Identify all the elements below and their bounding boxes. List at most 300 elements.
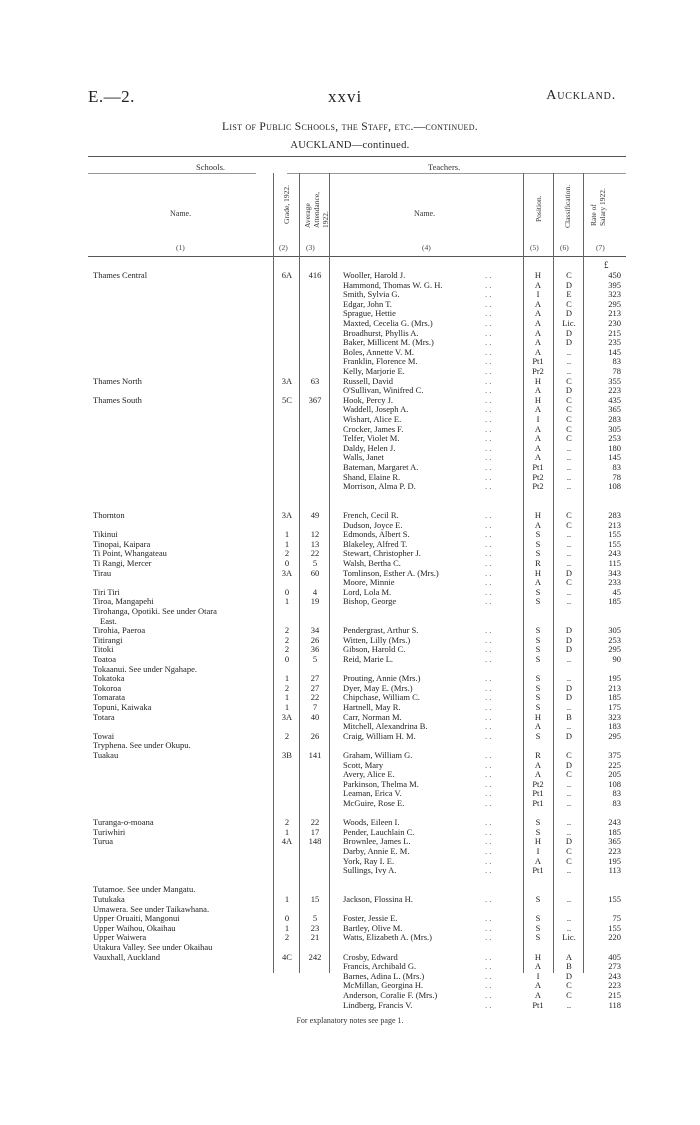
teacher-salary: 155: [608, 894, 621, 904]
leader-dots: . .: [485, 750, 492, 760]
school-name: Tokaanui. See under Ngahape.: [93, 663, 197, 674]
school-name: Titirangi: [93, 634, 123, 645]
teacher-position: A: [534, 308, 542, 319]
leader-dots: . .: [485, 644, 492, 655]
teacher-classification: E: [566, 289, 572, 300]
teacher-name: Jackson, Flossina H.: [343, 894, 413, 904]
teacher-name: French, Cecil R.: [343, 510, 399, 520]
teacher-position: Pt1: [532, 462, 544, 472]
leader-dots: . .: [485, 625, 492, 636]
teacher-name: Morrison, Alma P. D.: [343, 481, 416, 492]
leader-dots: . .: [485, 433, 492, 444]
school-grade: 0: [284, 654, 290, 664]
schools-group-header: Schools.: [196, 162, 226, 172]
teacher-name: Daldy, Helen J.: [343, 442, 396, 453]
teacher-classification: D: [565, 730, 573, 741]
school-name: Tokoroa: [93, 682, 122, 693]
teacher-salary: 343: [608, 567, 621, 578]
leader-dots: . .: [485, 375, 492, 386]
school-grade: 3A: [281, 711, 293, 722]
teacher-position: Pt1: [532, 356, 544, 367]
school-name: Tinopai, Kaipara: [93, 538, 151, 549]
school-grade: 4C: [282, 951, 292, 962]
school-name: East.: [100, 615, 117, 626]
teacher-name: Mitchell, Alexandrina B.: [343, 721, 428, 732]
teacher-position: A: [534, 385, 542, 396]
teacher-salary: 273: [608, 961, 621, 972]
teacher-salary: 195: [608, 855, 621, 866]
school-attendance: 17: [310, 826, 320, 837]
teacher-salary: 220: [608, 932, 621, 943]
teacher-salary: 223: [608, 385, 621, 396]
teacher-name: Edmonds, Albert S.: [343, 529, 410, 540]
teacher-position: I: [536, 289, 540, 300]
teacher-salary: 83: [612, 798, 621, 808]
school-attendance: 40: [310, 711, 320, 722]
school-attendance: 12: [310, 529, 320, 540]
leader-dots: . .: [485, 394, 492, 405]
table-top-rule: [88, 156, 626, 157]
teacher-name: Maxted, Cecelia G. (Mrs.): [343, 318, 433, 328]
school-attendance: 416: [308, 270, 322, 280]
teacher-classification: ..: [566, 721, 572, 732]
school-attendance: 23: [310, 922, 320, 933]
teacher-classification: ..: [566, 798, 572, 808]
teacher-classification: ..: [566, 529, 572, 540]
teacher-classification: ..: [566, 538, 572, 549]
teacher-name: O'Sullivan, Winifred C.: [343, 385, 424, 396]
leader-dots: . .: [485, 414, 492, 424]
leader-dots: . .: [485, 298, 492, 309]
teacher-position: H: [534, 270, 542, 280]
school-name: Upper Waihou, Okaihau: [93, 922, 176, 933]
school-name: Tirohanga, Opotiki. See under Otara: [93, 606, 217, 616]
school-attendance: 13: [310, 538, 320, 549]
teacher-salary: 145: [608, 452, 621, 463]
leader-dots: . .: [485, 654, 492, 664]
teacher-name: Barnes, Adina L. (Mrs.): [343, 970, 425, 981]
teacher-classification: D: [565, 692, 573, 703]
leader-dots: . .: [485, 961, 492, 972]
leader-dots: . .: [485, 567, 492, 578]
school-name: Utakura Valley. See under Okaihau: [93, 942, 213, 952]
leader-dots: . .: [485, 586, 492, 597]
leader-dots: . .: [485, 788, 492, 799]
teacher-classification: C: [566, 414, 572, 424]
column-divider-classification: [553, 173, 554, 973]
leader-dots: . .: [485, 846, 492, 856]
teacher-name: Waddell, Joseph A.: [343, 404, 409, 415]
teacher-position: I: [536, 846, 540, 856]
leader-dots: . .: [485, 702, 492, 712]
teacher-salary: 233: [608, 577, 621, 588]
teacher-salary: 225: [608, 759, 621, 770]
teacher-position: A: [534, 318, 542, 328]
teacher-classification: C: [566, 298, 572, 309]
school-attendance: 5: [312, 558, 318, 568]
teacher-position: A: [534, 423, 542, 434]
teacher-classification: ..: [566, 913, 572, 924]
teacher-position: Pt1: [532, 999, 544, 1010]
teacher-salary: 435: [608, 394, 621, 405]
teacher-salary: 115: [608, 558, 621, 568]
leader-dots: . .: [485, 519, 492, 530]
school-name: Vauxhall, Auckland: [93, 951, 161, 962]
school-grade: 2: [284, 548, 290, 559]
teacher-salary: 75: [612, 913, 621, 924]
leader-dots: . .: [485, 356, 492, 367]
teacher-position: H: [534, 951, 542, 962]
column-divider-position: [523, 173, 524, 973]
teacher-classification: B: [566, 711, 572, 722]
teacher-name: Francis, Archibald G.: [343, 961, 417, 972]
teacher-salary: 78: [612, 471, 621, 482]
school-attendance: 4: [312, 586, 318, 597]
teacher-position: H: [534, 836, 542, 847]
teacher-classification: ..: [566, 702, 572, 712]
teacher-name: Foster, Jessie E.: [343, 913, 398, 924]
school-name: Titoki: [93, 644, 114, 655]
teacher-salary: 83: [612, 788, 621, 799]
schools-group-rule-left: [88, 173, 256, 174]
teacher-classification: C: [566, 980, 572, 991]
teacher-classification: ..: [566, 356, 572, 367]
column-number-6: (6): [560, 243, 569, 252]
teacher-classification: C: [566, 423, 572, 434]
teacher-position: A: [534, 327, 542, 338]
teacher-name: Leaman, Erica V.: [343, 788, 402, 799]
column-header-classification: Classification.: [563, 184, 572, 228]
leader-dots: . .: [485, 913, 492, 924]
header-bottom-rule: [88, 256, 626, 257]
leader-dots: . .: [485, 894, 492, 904]
teacher-name: Smith, Sylvia G.: [343, 289, 400, 300]
teacher-salary: 253: [608, 433, 621, 444]
teacher-position: A: [534, 404, 542, 415]
teacher-position: A: [534, 855, 542, 866]
teacher-salary: 155: [608, 538, 621, 549]
teacher-salary: 108: [608, 481, 621, 492]
teacher-classification: ..: [566, 346, 572, 357]
leader-dots: . .: [485, 558, 492, 568]
teacher-position: A: [534, 279, 542, 290]
school-name: Tutamoe. See under Mangatu.: [93, 884, 196, 895]
teacher-salary: 185: [608, 826, 621, 837]
teacher-classification: ..: [566, 778, 572, 789]
teacher-salary: 355: [608, 375, 621, 386]
school-grade: 1: [284, 826, 290, 837]
teacher-position: A: [534, 990, 542, 1000]
teacher-classification: C: [566, 394, 572, 405]
teacher-classification: B: [566, 961, 572, 972]
leader-dots: . .: [485, 471, 492, 482]
teacher-position: S: [535, 596, 541, 607]
leader-dots: . .: [485, 711, 492, 722]
teacher-name: Edgar, John T.: [343, 298, 392, 309]
school-attendance: 27: [310, 673, 320, 684]
teacher-classification: D: [565, 385, 573, 396]
school-name: Turua: [93, 836, 113, 847]
school-name: Tuakau: [93, 750, 119, 760]
leader-dots: . .: [485, 692, 492, 703]
teacher-classification: ..: [566, 999, 572, 1010]
teacher-classification: ..: [566, 452, 572, 463]
school-attendance: 26: [310, 634, 320, 645]
school-name: Thames Central: [93, 270, 148, 280]
teacher-salary: 45: [612, 586, 621, 597]
teacher-classification: C: [566, 404, 572, 415]
school-name: Ti Point, Whangateau: [93, 548, 167, 559]
teacher-salary: 145: [608, 346, 621, 357]
teacher-position: A: [534, 298, 542, 309]
school-attendance: 26: [310, 730, 320, 741]
school-grade: 1: [284, 702, 290, 712]
teacher-name: Hartnell, May R.: [343, 702, 401, 712]
teacher-position: A: [534, 980, 542, 991]
region-heading: Auckland.: [546, 88, 616, 103]
school-grade: 3A: [281, 567, 293, 578]
school-attendance: 5: [312, 913, 318, 924]
teacher-position: S: [535, 922, 541, 933]
teacher-classification: D: [565, 634, 573, 645]
school-grade: 1: [284, 894, 290, 904]
teacher-position: S: [535, 692, 541, 703]
leader-dots: . .: [485, 538, 492, 549]
leader-dots: . .: [485, 548, 492, 559]
teacher-salary: 90: [612, 654, 621, 664]
teacher-position: H: [534, 394, 542, 405]
school-grade: 1: [284, 529, 290, 540]
leader-dots: . .: [485, 327, 492, 338]
teacher-position: A: [534, 452, 542, 463]
column-divider-teacher: [329, 173, 330, 973]
leader-dots: . .: [485, 462, 492, 472]
teacher-position: A: [534, 769, 542, 780]
column-number-3: (3): [306, 243, 315, 252]
teacher-salary: 243: [608, 970, 621, 981]
leader-dots: . .: [485, 759, 492, 770]
teacher-classification: ..: [566, 366, 572, 376]
school-grade: 3A: [281, 510, 293, 520]
teacher-classification: C: [566, 846, 572, 856]
teacher-position: S: [535, 586, 541, 597]
school-grade: 3B: [282, 750, 292, 760]
teacher-salary: 83: [612, 356, 621, 367]
teacher-classification: C: [566, 433, 572, 444]
teacher-position: S: [535, 894, 541, 904]
teacher-classification: Lic.: [562, 932, 576, 943]
teacher-name: Baker, Millicent M. (Mrs.): [343, 337, 434, 348]
teacher-salary: 230: [608, 318, 621, 328]
leader-dots: . .: [485, 990, 492, 1000]
teacher-salary: 223: [608, 846, 621, 856]
leader-dots: . .: [485, 798, 492, 808]
teacher-salary: 183: [608, 721, 621, 732]
teacher-position: S: [535, 932, 541, 943]
leader-dots: . .: [485, 442, 492, 453]
leader-dots: . .: [485, 730, 492, 741]
school-attendance: 21: [310, 932, 320, 943]
school-name: Tryphena. See under Okupu.: [93, 740, 191, 751]
column-number-4: (4): [422, 243, 431, 252]
leader-dots: . .: [485, 452, 492, 463]
school-name: Tiri Tiri: [93, 586, 120, 597]
leader-dots: . .: [485, 346, 492, 357]
teacher-position: Pt2: [532, 471, 544, 482]
teacher-classification: ..: [566, 586, 572, 597]
teacher-position: A: [534, 346, 542, 357]
school-attendance: 141: [308, 750, 322, 760]
teacher-classification: ..: [566, 894, 572, 904]
teacher-position: A: [534, 961, 542, 972]
teacher-classification: Lic.: [562, 318, 576, 328]
school-attendance: 22: [310, 817, 320, 828]
teacher-salary: 243: [608, 817, 621, 828]
teacher-name: Wishart, Alice E.: [343, 414, 402, 424]
teacher-salary: 295: [608, 730, 621, 741]
teacher-classification: ..: [566, 654, 572, 664]
teacher-position: S: [535, 634, 541, 645]
column-number-7: (7): [596, 243, 605, 252]
teacher-name: Watts, Elizabeth A. (Mrs.): [343, 932, 433, 943]
school-name: Thornton: [93, 510, 125, 520]
school-attendance: 63: [310, 375, 320, 386]
teacher-name: Moore, Minnie: [343, 577, 395, 588]
teacher-position: R: [535, 558, 541, 568]
teacher-name: Broadhurst, Phyllis A.: [343, 327, 419, 338]
school-name: Ti Rangi, Mercer: [93, 558, 152, 568]
teacher-classification: ..: [566, 596, 572, 607]
teacher-name: Pendergrast, Arthur S.: [343, 625, 419, 636]
teacher-name: Parkinson, Thelma M.: [343, 778, 419, 789]
school-grade: 1: [284, 673, 290, 684]
school-grade: 2: [284, 932, 290, 943]
teacher-salary: 180: [608, 442, 621, 453]
leader-dots: . .: [485, 980, 492, 991]
teacher-name: Woods, Eileen I.: [343, 817, 400, 828]
teachers-group-rule: [287, 173, 626, 174]
teacher-name: Scott, Mary: [343, 759, 384, 770]
school-attendance: 60: [310, 567, 320, 578]
teacher-name: Dyer, May E. (Mrs.): [343, 682, 413, 693]
teacher-salary: 405: [608, 951, 621, 962]
school-name: Topuni, Kaiwaka: [93, 702, 152, 712]
teacher-name: McMillan, Georgina H.: [343, 980, 424, 991]
column-header-salary: Rate of Salary 1922.: [589, 188, 607, 226]
leader-dots: . .: [485, 836, 492, 847]
teacher-classification: D: [565, 279, 573, 290]
teacher-salary: 215: [608, 327, 621, 338]
teacher-name: Kelly, Marjorie E.: [343, 366, 405, 376]
teacher-salary: 185: [608, 692, 621, 703]
teacher-classification: C: [566, 270, 572, 280]
leader-dots: . .: [485, 932, 492, 943]
teacher-salary: 253: [608, 634, 621, 645]
leader-dots: . .: [485, 951, 492, 962]
teacher-classification: D: [565, 759, 573, 770]
school-grade: 5C: [282, 394, 292, 405]
teacher-position: S: [535, 654, 541, 664]
leader-dots: . .: [485, 289, 492, 300]
teacher-salary: 223: [608, 980, 621, 991]
teacher-classification: D: [565, 327, 573, 338]
teacher-name: Boles, Annette V. M.: [343, 346, 414, 357]
teacher-name: Dudson, Joyce E.: [343, 519, 403, 530]
teacher-position: H: [534, 375, 542, 386]
column-header-grade: Grade, 1922.: [282, 185, 291, 224]
school-name: Upper Oruaiti, Mangonui: [93, 913, 180, 924]
school-attendance: 5: [312, 654, 318, 664]
school-attendance: 15: [310, 894, 320, 904]
teacher-name: McGuire, Rose E.: [343, 798, 405, 808]
school-name: Turanga-o-moana: [93, 817, 154, 828]
school-grade: 0: [284, 586, 290, 597]
teacher-name: Hook, Percy J.: [343, 394, 394, 405]
teacher-salary: 295: [608, 644, 621, 655]
leader-dots: . .: [485, 817, 492, 828]
leader-dots: . .: [485, 404, 492, 415]
teacher-position: R: [535, 750, 541, 760]
teacher-position: S: [535, 682, 541, 693]
school-name: Turiwhiri: [93, 826, 126, 837]
teacher-name: Blakeley, Alfred T.: [343, 538, 408, 549]
teacher-classification: ..: [566, 673, 572, 684]
leader-dots: . .: [485, 577, 492, 588]
teacher-name: Walsh, Bertha C.: [343, 558, 401, 568]
leader-dots: . .: [485, 682, 492, 693]
teacher-salary: 375: [608, 750, 621, 760]
teacher-salary: 305: [608, 625, 621, 636]
teacher-salary: 365: [608, 836, 621, 847]
teacher-salary: 213: [608, 682, 621, 693]
school-attendance: 148: [308, 836, 322, 847]
teacher-name: Telfer, Violet M.: [343, 433, 400, 444]
teacher-name: Bartley, Olive M.: [343, 922, 403, 933]
teacher-classification: ..: [566, 462, 572, 472]
leader-dots: . .: [485, 673, 492, 684]
school-grade: 1: [284, 922, 290, 933]
leader-dots: . .: [485, 721, 492, 732]
teacher-classification: ..: [566, 922, 572, 933]
teacher-name: Brownlee, James L.: [343, 836, 411, 847]
teacher-position: A: [534, 519, 542, 530]
leader-dots: . .: [485, 308, 492, 319]
teacher-position: Pt2: [532, 778, 544, 789]
school-name: Tirohia, Paeroa: [93, 625, 146, 636]
teacher-classification: ..: [566, 865, 572, 876]
teacher-salary: 78: [612, 366, 621, 376]
teacher-salary: 155: [608, 922, 621, 933]
leader-dots: . .: [485, 529, 492, 540]
school-grade: 2: [284, 682, 290, 693]
leader-dots: . .: [485, 279, 492, 290]
teacher-name: Bateman, Margaret A.: [343, 462, 419, 472]
teacher-salary: 323: [608, 289, 621, 300]
teacher-position: Pt1: [532, 865, 544, 876]
teacher-name: Stewart, Christopher J.: [343, 548, 421, 559]
teacher-classification: C: [566, 375, 572, 386]
school-attendance: 367: [308, 394, 322, 405]
teacher-name: Darby, Annie E. M.: [343, 846, 410, 856]
teacher-salary: 283: [608, 510, 621, 520]
teacher-position: S: [535, 826, 541, 837]
school-grade: 1: [284, 692, 290, 703]
leader-dots: . .: [485, 999, 492, 1010]
teacher-position: Pt2: [532, 481, 544, 492]
column-number-2: (2): [279, 243, 288, 252]
teacher-classification: ..: [566, 558, 572, 568]
leader-dots: . .: [485, 769, 492, 780]
